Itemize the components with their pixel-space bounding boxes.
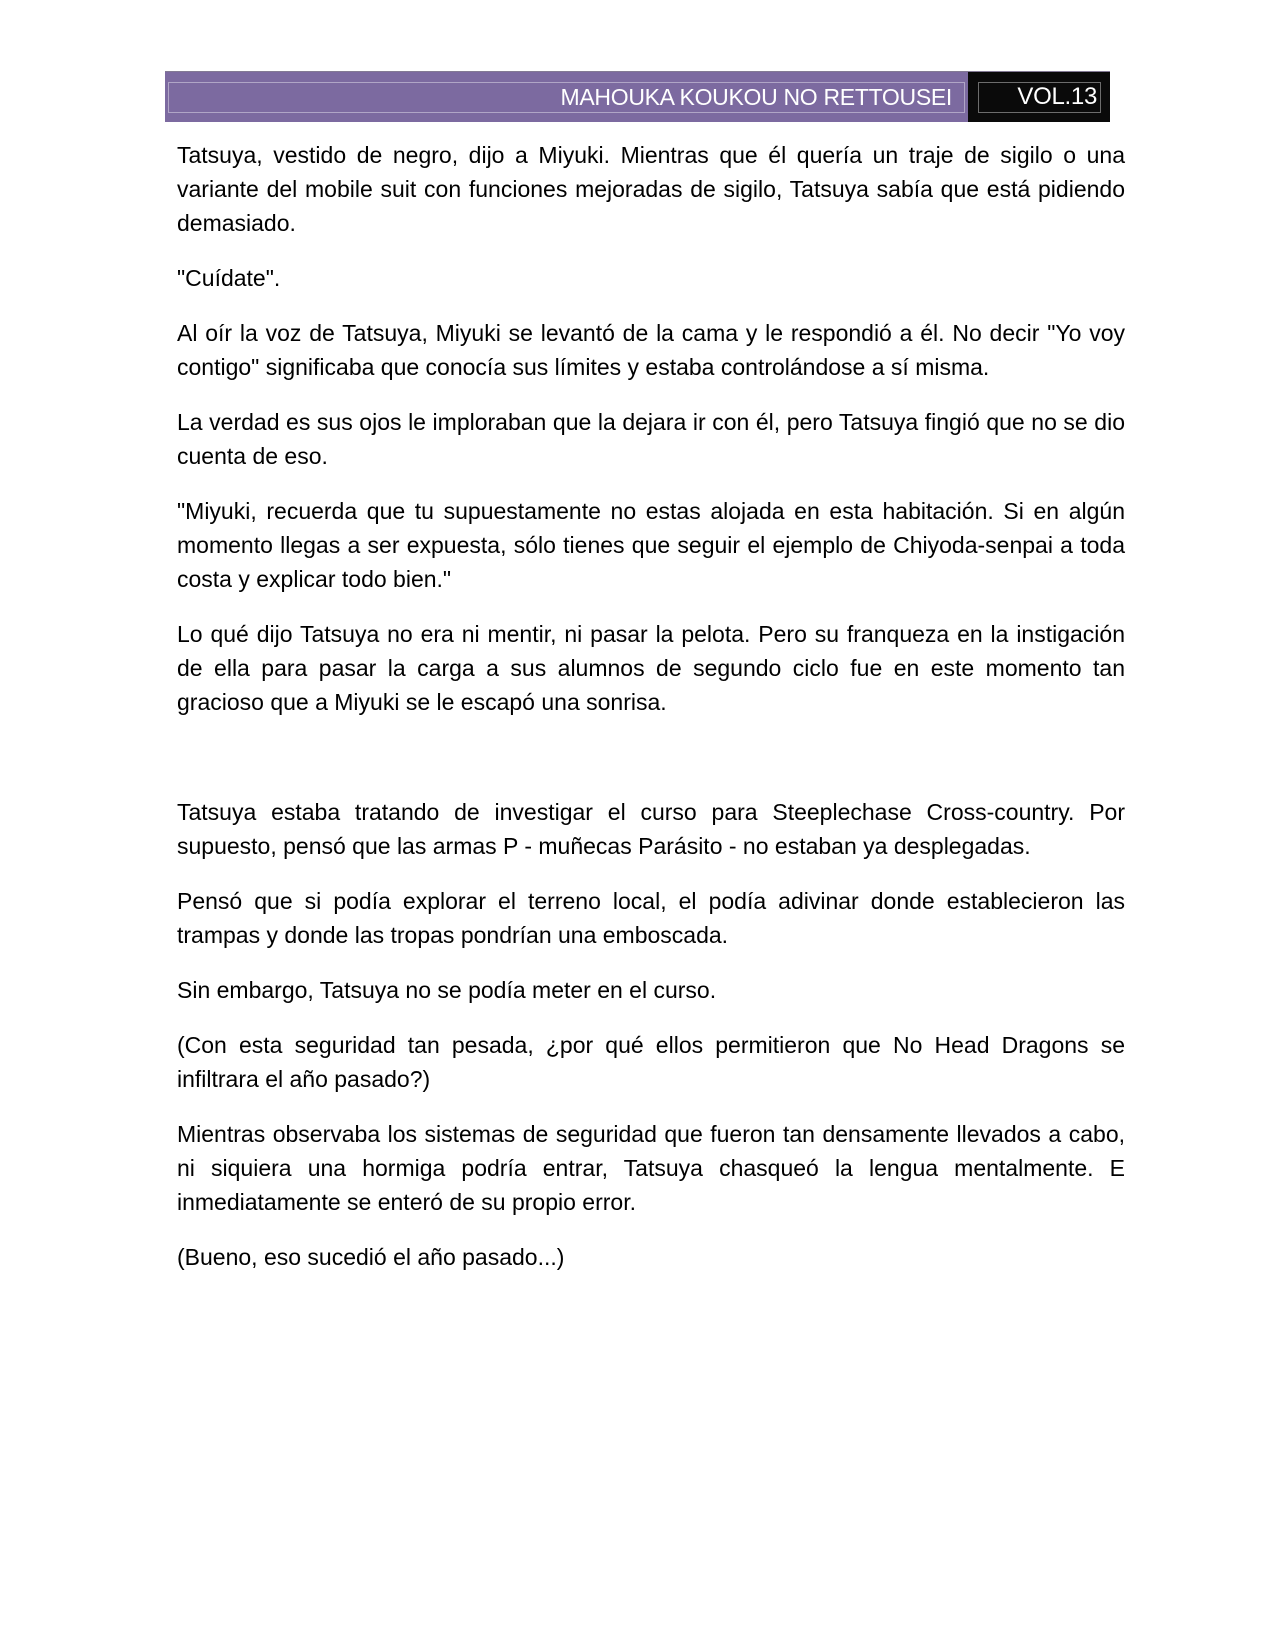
paragraph: "Cuídate". bbox=[177, 265, 281, 291]
paragraph: (Bueno, eso sucedió el año pasado...) bbox=[177, 1244, 565, 1270]
paragraph: Lo qué dijo Tatsuya no era ni mentir, ni pasar la pelota. Pero su franqueza en la instigación de ella para pasar la carga a sus alumnos de segundo ciclo fue en este momento tan gracioso que a Miyuki se le escapó una sonrisa. bbox=[177, 621, 1125, 715]
header-title-cell bbox=[165, 72, 968, 122]
paragraph: (Con esta seguridad tan pesada, ¿por qué ellos permitieron que No Head Dragons se infiltrara el año pasado?) bbox=[177, 1032, 1125, 1092]
paragraph: La verdad es sus ojos le imploraban que la dejara ir con él, pero Tatsuya fingió que no se dio cuenta de eso. bbox=[177, 409, 1125, 469]
paragraph: "Miyuki, recuerda que tu supuestamente no estas alojada en esta habitación. Si en algún momento llegas a ser expuesta, sólo tienes que seguir el ejemplo de Chiyoda-senpai a toda costa y explicar todo bien." bbox=[177, 498, 1125, 592]
volume-badge: VOL.13 bbox=[1017, 83, 1097, 110]
paragraph: Sin embargo, Tatsuya no se podía meter en el curso. bbox=[177, 977, 717, 1003]
body-text bbox=[177, 138, 1125, 1295]
paragraph: Pensó que si podía explorar el terreno local, el podía adivinar donde establecieron las trampas y donde las tropas pondrían una emboscada. bbox=[177, 888, 1125, 948]
book-title: MAHOUKA KOUKOU NO RETTOUSEI bbox=[560, 83, 952, 110]
scene-break-blank-line bbox=[177, 740, 1125, 774]
paragraph: Al oír la voz de Tatsuya, Miyuki se levantó de la cama y le respondió a él. No decir "Yo voy contigo" significaba que conocía sus límites y estaba controlándose a sí misma. bbox=[177, 320, 1125, 380]
page-header-bar bbox=[165, 71, 1110, 122]
paragraph: Mientras observaba los sistemas de seguridad que fueron tan densamente llevados a cabo, ni siquiera una hormiga podría entrar, Tatsuya chasqueó la lengua mentalmente. E inmediatamente se enteró de su propio error. bbox=[177, 1121, 1125, 1215]
paragraph: Tatsuya, vestido de negro, dijo a Miyuki. Mientras que él quería un traje de sigilo o una variante del mobile suit con funciones mejoradas de sigilo, Tatsuya sabía que está pidiendo demasiado. bbox=[177, 142, 1125, 236]
header-volume-cell bbox=[968, 72, 1110, 122]
paragraph: Tatsuya estaba tratando de investigar el curso para Steeplechase Cross-country. Por supuesto, pensó que las armas P - muñecas Parásito - no estaban ya desplegadas. bbox=[177, 799, 1125, 859]
